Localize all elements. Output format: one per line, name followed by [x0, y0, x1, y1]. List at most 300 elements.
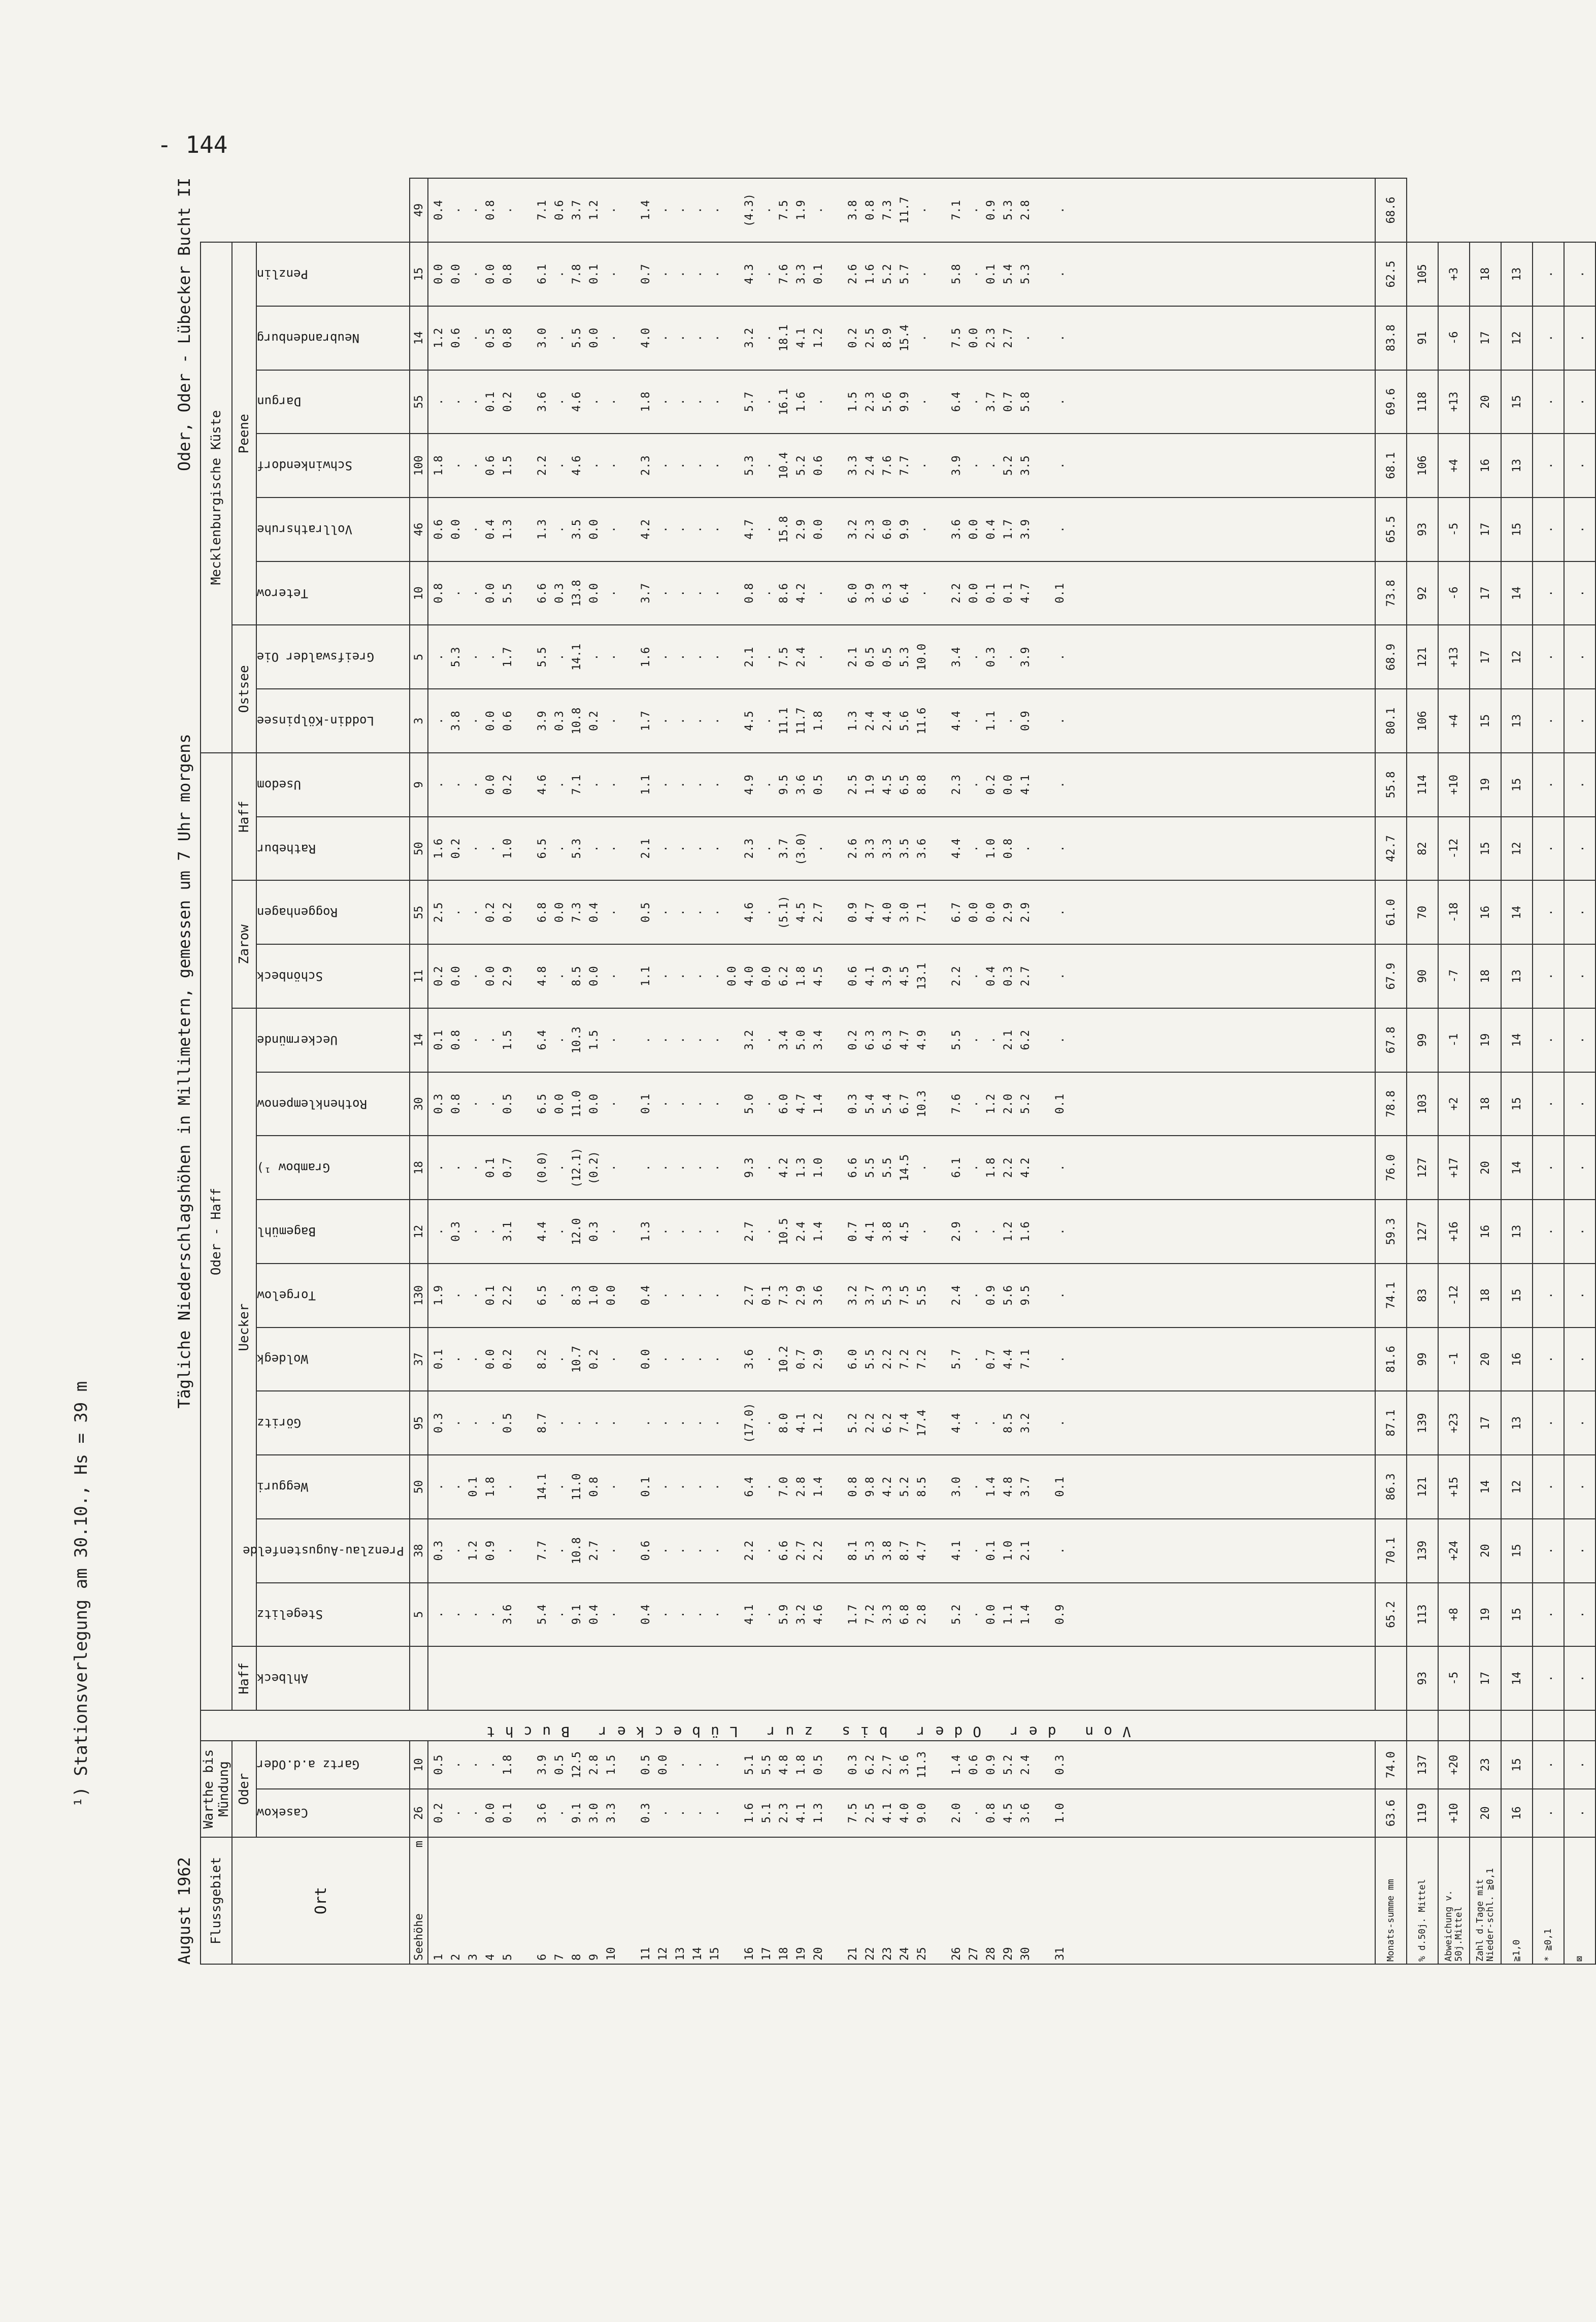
station-elevation: 95 [410, 1391, 428, 1455]
daily-value: . [674, 526, 687, 533]
daily-value [620, 881, 638, 944]
daily-value: 2.8 [916, 1604, 928, 1625]
daily-value [620, 434, 638, 497]
daily-value [620, 1741, 638, 1788]
station-elevation: 14 [410, 306, 428, 370]
daily-value: 2.8 [795, 1477, 808, 1497]
daily-value [517, 817, 534, 880]
daily-value: 6.8 [899, 1604, 911, 1625]
daily-value: 3.6 [743, 1349, 756, 1370]
daily-value [827, 1264, 845, 1327]
daily-value: 5.3 [899, 647, 911, 668]
daily-value: 1.0 [502, 838, 514, 859]
station-d01: 20 [1470, 1519, 1501, 1583]
station-pct: 127 [1407, 1136, 1438, 1200]
station-star: . [1533, 1328, 1564, 1391]
daily-value: . [553, 335, 566, 342]
daily-value: 0.3 [553, 583, 566, 604]
daily-value: 3.2 [743, 1030, 756, 1050]
station-dev: -6 [1438, 306, 1470, 370]
station-d10: 16 [1501, 1789, 1533, 1837]
station-name: Ahlbeck [257, 1671, 309, 1686]
station-dev: -1 [1438, 1328, 1470, 1391]
daily-value: 4.2 [881, 1477, 894, 1497]
daily-value: 5.2 [950, 1604, 963, 1625]
daily-value: . [709, 1419, 721, 1427]
daily-value: 3.2 [847, 1285, 859, 1306]
daily-value: . [968, 1611, 980, 1618]
daily-value: 6.1 [536, 264, 549, 284]
daily-value: . [450, 398, 462, 406]
station-d01: 18 [1470, 1072, 1501, 1136]
daily-value: 2.7 [743, 1285, 756, 1306]
station-pct: 91 [1407, 306, 1438, 370]
daily-value: 4.4 [536, 1221, 549, 1242]
station-pct: 90 [1407, 944, 1438, 1008]
daily-value: 4.4 [950, 711, 963, 731]
daily-value: 4.6 [571, 391, 583, 412]
daily-value: 0.8 [502, 327, 514, 348]
daily-value: . [760, 653, 773, 660]
daily-value: . [691, 1164, 704, 1171]
daily-value: 3.1 [502, 1221, 514, 1242]
daily-value [931, 1009, 948, 1072]
daily-value: . [691, 398, 704, 406]
daily-value [620, 243, 638, 306]
daily-value: 0.5 [881, 647, 894, 668]
group-peene: Peene [232, 242, 256, 625]
daily-value [1035, 1519, 1052, 1582]
daily-value: . [605, 271, 618, 278]
station-elevation: 130 [410, 1264, 428, 1328]
group-haff: Haff [232, 1646, 256, 1710]
station-d01: 20 [1470, 1328, 1501, 1391]
station-dev: +3 [1438, 242, 1470, 306]
daily-value: . [484, 1611, 497, 1618]
day-number: 2 [450, 1953, 462, 1961]
daily-value: 1.5 [588, 1030, 601, 1050]
daily-value: 0.2 [847, 327, 859, 348]
station-name: Grambow ¹) [257, 1160, 330, 1175]
daily-value: . [916, 1228, 928, 1235]
daily-value: 1.5 [605, 1754, 618, 1775]
daily-value: . [588, 653, 601, 660]
daily-value: 9.8 [864, 1477, 877, 1497]
region-label: Oder, Oder - Lübecker Bucht II [175, 178, 194, 471]
daily-value: 7.1 [571, 774, 583, 795]
daily-value: 0.2 [433, 1803, 445, 1823]
daily-value: . [709, 1547, 721, 1554]
daily-value: . [553, 781, 566, 788]
daily-value: 5.4 [1002, 264, 1015, 284]
daily-value: . [1054, 653, 1067, 660]
daily-value [517, 1519, 534, 1582]
station-star: . [1533, 1741, 1564, 1789]
daily-value: . [657, 1037, 670, 1044]
daily-value [827, 1789, 845, 1837]
daily-value [724, 1741, 741, 1788]
daily-value [931, 689, 948, 752]
station-dev: -1 [1438, 1008, 1470, 1072]
daily-value: 5.0 [743, 1093, 756, 1114]
daily-value: 8.1 [847, 1540, 859, 1561]
daily-value: . [760, 335, 773, 342]
station-pct: 106 [1407, 434, 1438, 497]
daily-value: . [691, 207, 704, 214]
daily-value: . [484, 1100, 497, 1108]
daily-value: 4.2 [1019, 1157, 1032, 1178]
daily-value: 4.2 [795, 583, 808, 604]
station-d10: 15 [1501, 753, 1533, 817]
station-daily-values [428, 1328, 1375, 1391]
station-elevation: 49 [410, 178, 428, 242]
daily-value [827, 1391, 845, 1454]
daily-value: . [553, 973, 566, 980]
daily-value: 0.0 [588, 583, 601, 604]
daily-value [931, 1200, 948, 1263]
daily-value: 0.8 [1002, 838, 1015, 859]
daily-value [517, 434, 534, 497]
daily-value: . [1054, 271, 1067, 278]
station-header [256, 561, 410, 625]
daily-value: . [657, 526, 670, 533]
station-star: . [1533, 944, 1564, 1008]
daily-value: 1.9 [795, 200, 808, 220]
daily-value [827, 434, 845, 497]
days-ge01-row [1470, 178, 1501, 1964]
daily-value: 4.0 [640, 327, 652, 348]
daily-value: . [657, 1419, 670, 1427]
station-daily-values [428, 434, 1375, 497]
daily-value: . [450, 1292, 462, 1299]
daily-value: 0.0 [450, 264, 462, 284]
daily-value: 0.7 [1002, 391, 1015, 412]
station-d10: 13 [1501, 242, 1533, 306]
daily-value: 0.3 [847, 1093, 859, 1114]
daily-value: 4.4 [1002, 1349, 1015, 1370]
station-d10: 14 [1501, 1008, 1533, 1072]
station-daily-values [428, 1391, 1375, 1455]
daily-value: . [467, 909, 480, 916]
daily-value: 0.1 [760, 1285, 773, 1306]
station-d01: 17 [1470, 625, 1501, 689]
daily-value: 2.7 [588, 1540, 601, 1561]
day-number [517, 1838, 534, 1961]
daily-value [620, 1519, 638, 1582]
ort-cell [232, 1837, 410, 1964]
station-pct: 118 [1407, 370, 1438, 434]
divider-text: Von der Oder bis zur Lübecker Bucht [476, 1723, 1131, 1740]
daily-value: . [1054, 973, 1067, 980]
day-number [724, 1838, 741, 1961]
daily-value [517, 1741, 534, 1788]
days-label-cell [1470, 1837, 1501, 1964]
daily-value: . [657, 1809, 670, 1817]
daily-value: . [1002, 717, 1015, 724]
station-dev: +4 [1438, 689, 1470, 753]
group-oder-haff: Oder - Haff [201, 753, 232, 1710]
daily-value: . [691, 1483, 704, 1490]
daily-value: . [467, 271, 480, 278]
station-name: Stegelitz [257, 1607, 323, 1622]
station-pct: 105 [1407, 242, 1438, 306]
daily-value: 4.6 [536, 774, 549, 795]
daily-value: 5.5 [571, 327, 583, 348]
daily-value [931, 1073, 948, 1136]
daily-value: 0.0 [588, 966, 601, 986]
daily-value: 0.7 [795, 1349, 808, 1370]
station-hail: . [1564, 880, 1595, 944]
daily-value: 1.6 [1019, 1221, 1032, 1242]
station-d10: 16 [1501, 1328, 1533, 1391]
daily-value: 6.5 [899, 774, 911, 795]
daily-value [1035, 243, 1052, 306]
daily-value [724, 817, 741, 880]
daily-value: 5.3 [743, 455, 756, 476]
daily-value: 2.2 [950, 966, 963, 986]
daily-value: 8.0 [778, 1413, 790, 1434]
daily-value: 0.1 [433, 1030, 445, 1050]
daily-value: 2.4 [795, 647, 808, 668]
daily-value: . [605, 207, 618, 214]
daily-value: 1.7 [847, 1604, 859, 1625]
daily-value: 0.0 [588, 519, 601, 540]
daily-value: 2.2 [812, 1540, 825, 1561]
daily-value: 2.3 [640, 455, 652, 476]
daily-value: . [1054, 1292, 1067, 1299]
station-star: . [1533, 370, 1564, 434]
monthly-sum-label-cell [1375, 1837, 1407, 1964]
daily-value: 0.0 [553, 1093, 566, 1114]
daily-value: . [674, 590, 687, 597]
station-d10: 12 [1501, 817, 1533, 881]
daily-value: . [985, 1037, 998, 1044]
daily-value: (5.1) [778, 895, 790, 930]
daily-value: . [553, 462, 566, 469]
daily-value [1035, 1264, 1052, 1327]
station-name: Göritz [257, 1416, 301, 1431]
daily-value: 2.7 [812, 902, 825, 923]
daily-value: 0.6 [968, 1754, 980, 1775]
daily-value: 8.6 [778, 583, 790, 604]
daily-value: 1.6 [640, 647, 652, 668]
station-daily-values [428, 1583, 1375, 1647]
daily-value: 4.5 [881, 774, 894, 795]
daily-value: 7.2 [916, 1349, 928, 1370]
daily-value [1035, 1583, 1052, 1646]
daily-value: 2.3 [950, 774, 963, 795]
daily-value [827, 307, 845, 370]
day-number: 23 [881, 1947, 894, 1961]
daily-value: . [553, 1355, 566, 1363]
daily-value: 5.4 [864, 1093, 877, 1114]
daily-value [1035, 753, 1052, 816]
daily-value: 0.8 [588, 1477, 601, 1497]
daily-value: 15.8 [778, 516, 790, 543]
page-number: - 144 [157, 131, 228, 158]
daily-value: . [1054, 1419, 1067, 1427]
daily-value: 7.8 [571, 264, 583, 284]
daily-value: (3.0) [795, 832, 808, 866]
daily-value: . [450, 1761, 462, 1769]
daily-value [724, 1455, 741, 1518]
station-hail: . [1564, 817, 1595, 881]
daily-value: 0.6 [484, 455, 497, 476]
station-dev: +8 [1438, 1583, 1470, 1647]
daily-value: 0.5 [812, 774, 825, 795]
station-dev: +10 [1438, 1789, 1470, 1837]
station-sum: 80.1 [1375, 689, 1407, 753]
station-hail: . [1564, 306, 1595, 370]
station-sum: 65.2 [1375, 1583, 1407, 1647]
daily-value: . [588, 781, 601, 788]
daily-value: 4.5 [899, 966, 911, 986]
daily-value: 0.5 [553, 1754, 566, 1775]
divider-blank [1501, 1710, 1533, 1741]
station-elevation: 26 [410, 1789, 428, 1837]
station-hail: . [1564, 497, 1595, 561]
station-d10: 15 [1501, 497, 1533, 561]
daily-value: 6.4 [743, 1477, 756, 1497]
station-header [256, 753, 410, 817]
daily-value [931, 1391, 948, 1454]
daily-value [827, 1200, 845, 1263]
daily-value: 10.2 [778, 1345, 790, 1373]
rotated-table-stage [168, 178, 1586, 1965]
daily-value: . [467, 207, 480, 214]
daily-value: . [1054, 1547, 1067, 1554]
daily-value: . [450, 1611, 462, 1618]
station-daily-values [428, 178, 1375, 242]
daily-value: 1.4 [950, 1754, 963, 1775]
daily-value: 0.0 [726, 966, 739, 986]
daily-value: . [502, 1483, 514, 1490]
daily-value: 3.3 [881, 1604, 894, 1625]
station-elevation: 38 [410, 1519, 428, 1583]
daily-value: 1.2 [588, 200, 601, 220]
daily-value: 0.6 [847, 966, 859, 986]
daily-value: . [691, 1292, 704, 1299]
daily-values-row [428, 178, 1375, 1964]
station-header [256, 1136, 410, 1200]
daily-value: 3.6 [1019, 1803, 1032, 1823]
daily-value: 15.4 [899, 324, 911, 352]
daily-value: 4.0 [743, 966, 756, 986]
daily-value: 14.5 [899, 1154, 911, 1181]
daily-value: 3.6 [795, 774, 808, 795]
daily-value: . [691, 1037, 704, 1044]
daily-value: . [467, 1419, 480, 1427]
daily-value: 0.6 [433, 519, 445, 540]
daily-value: . [812, 590, 825, 597]
daily-value [724, 1391, 741, 1454]
daily-value [827, 817, 845, 880]
daily-value [931, 243, 948, 306]
daily-value: 0.0 [968, 327, 980, 348]
daily-value: . [657, 973, 670, 980]
daily-value [724, 179, 741, 242]
daily-value: . [571, 1419, 583, 1427]
m-unit: m [412, 1841, 425, 1848]
daily-value: . [968, 1100, 980, 1108]
daily-value: 0.0 [484, 1803, 497, 1823]
daily-value [827, 1741, 845, 1788]
daily-value: . [657, 909, 670, 916]
daily-value: 3.8 [881, 1221, 894, 1242]
station-daily-values [428, 944, 1375, 1008]
station-star: . [1533, 1072, 1564, 1136]
daily-value [827, 1009, 845, 1072]
daily-value: . [760, 845, 773, 852]
daily-value [931, 881, 948, 944]
elevation-row [410, 178, 428, 1964]
station-elevation: 46 [410, 497, 428, 561]
daily-value: 6.5 [536, 838, 549, 859]
station-d10: 15 [1501, 1583, 1533, 1647]
station-header [256, 1741, 410, 1789]
daily-value: 6.6 [536, 583, 549, 604]
daily-value: 5.5 [502, 583, 514, 604]
station-header [256, 944, 410, 1008]
daily-value [1035, 689, 1052, 752]
daily-value: 0.0 [484, 1349, 497, 1370]
daily-value: . [605, 1228, 618, 1235]
daily-value: 5.7 [950, 1349, 963, 1370]
station-header [256, 1008, 410, 1072]
ge10-label: ≧1,0 [1501, 1837, 1533, 1964]
station-dev: +10 [1438, 753, 1470, 817]
daily-value [1035, 1136, 1052, 1199]
daily-value: 5.2 [881, 264, 894, 284]
station-d10: 12 [1501, 1455, 1533, 1519]
daily-value: 2.6 [847, 838, 859, 859]
daily-value: 4.7 [864, 902, 877, 923]
daily-value: . [588, 398, 601, 406]
station-d01: 16 [1470, 880, 1501, 944]
mm-unit: mm [1385, 1879, 1396, 1890]
daily-value: 5.2 [1002, 1754, 1015, 1775]
station-star: . [1533, 1136, 1564, 1200]
station-star: . [1533, 1264, 1564, 1328]
station-d10: 15 [1501, 1741, 1533, 1789]
daily-value: 0.9 [1054, 1604, 1067, 1625]
daily-value: . [433, 1483, 445, 1490]
daily-value: 2.7 [743, 1221, 756, 1242]
daily-value: 0.0 [657, 1754, 670, 1775]
daily-value: 2.5 [864, 327, 877, 348]
station-daily-values [428, 625, 1375, 689]
daily-value: 6.2 [864, 1754, 877, 1775]
day-number: 7 [553, 1953, 566, 1961]
daily-value: 2.9 [502, 966, 514, 986]
daily-value: . [433, 717, 445, 724]
daily-value: 2.5 [433, 902, 445, 923]
table-title: Tägliche Niederschlagshöhen in Millimetern, gemessen um 7 Uhr morgens [175, 734, 194, 1409]
daily-value [620, 1264, 638, 1327]
daily-value: 1.8 [795, 966, 808, 986]
daily-value: . [605, 1037, 618, 1044]
station-pct: 99 [1407, 1328, 1438, 1391]
daily-value: 0.3 [433, 1093, 445, 1114]
daily-value: . [657, 462, 670, 469]
station-sum: 68.6 [1375, 178, 1407, 242]
daily-value: 6.4 [950, 391, 963, 412]
daily-value: 3.3 [864, 838, 877, 859]
daily-value [620, 179, 638, 242]
station-daily-values [428, 1136, 1375, 1200]
daily-value: . [691, 1355, 704, 1363]
daily-value: 14.1 [536, 1473, 549, 1501]
